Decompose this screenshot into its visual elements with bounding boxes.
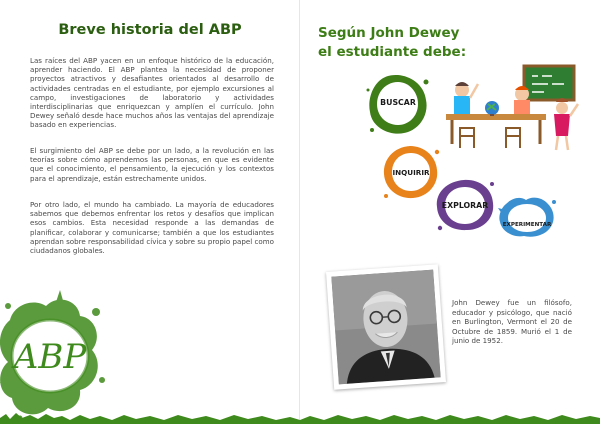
grass-border xyxy=(0,408,600,424)
dewey-caption: John Dewey fue un filósofo, educador y psicólogo, que nació en Burlington, Vermont el 20 de Octubre de 1859. Murió el 1 de junio de 1952. xyxy=(452,298,572,346)
step-experimentar: EXPERIMENTAR xyxy=(502,222,552,228)
dewey-photo xyxy=(331,270,440,385)
page-title: Breve historia del ABP xyxy=(58,22,242,38)
right-page xyxy=(300,0,600,424)
dewey-heading-line-2: el estudiante debe: xyxy=(318,44,467,60)
history-paragraph-3: Por otro lado, el mundo ha cambiado. La mayoría de educadores sabemos que debemos enfrentar los retos y desafíos que implican esos cambios. Esta necesidad responde a las demandas de planificar, colaborar y comunicarse; también a que los estudiantes aprendan sobre responsabilidad cívica y sobre su propio papel como ciudadanos globales. xyxy=(30,200,274,256)
step-explorar: EXPLORAR xyxy=(441,201,489,210)
abp-logo xyxy=(0,290,110,424)
dewey-heading xyxy=(318,24,466,62)
history-paragraph-2: El surgimiento del ABP se debe por un lado, a la revolución en las teorías sobre cómo aprendemos las personas, en que es evidente que el conocimiento, el pensamiento, la ejecución y los contextos para el aprendizaje, están estrechamente unidos. xyxy=(30,146,274,183)
classroom-illustration xyxy=(440,64,585,166)
experimentar-splat xyxy=(496,194,558,240)
abp-logo-text: ABP xyxy=(13,337,87,377)
step-buscar: BUSCAR xyxy=(380,98,416,107)
dewey-photo-frame xyxy=(326,264,446,390)
step-inquirir: INQUIRIR xyxy=(392,168,430,177)
history-paragraph-1: Las raíces del ABP yacen en un enfoque histórico de la educación, aprender haciendo. El ABP plantea la necesidad de proponer proyectos atractivos y desafiantes orientados al desarrollo de actividades centradas en el estudiante, por ejemplo excursiones al campo, investigaciones de laboratorio y actividades interdisciplinarias que enriquezcan y amplíen el currículo. John Dewey señaló desde hace muchos años las ventajas del aprendizaje basado en experiencias. xyxy=(30,56,274,130)
dewey-heading-line-1: Según John Dewey xyxy=(318,25,460,41)
